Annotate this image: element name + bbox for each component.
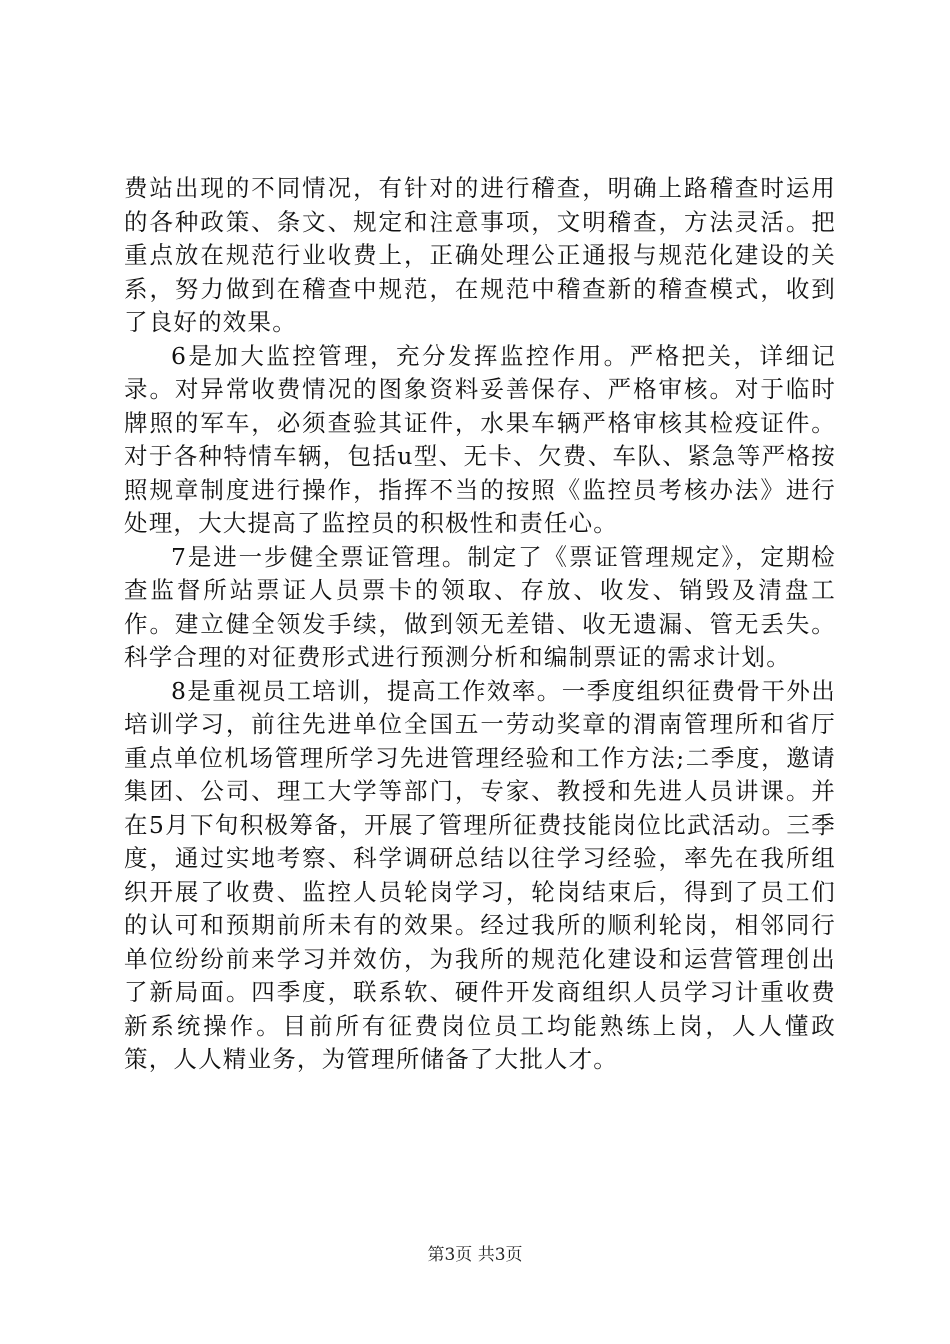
page-number-footer: 第3页 共3页 — [427, 1245, 523, 1265]
paragraph-staff-training: 8是重视员工培训，提高工作效率。一季度组织征费骨干外出培训学习，前往先进单位全国五一劳动奖章的渭南管理所和省厅重点单位机场管理所学习先进管理经验和工作方法;二季度，邀请集团、公司、理工大学等部门，专家、教授和先进人员讲课。并在5月下旬积极筹备，开展了管理所征费技能岗位比武活动。三季度，通过实地考察、科学调研总结以往学习经验，率先在我所组织开展了收费、监控人员轮岗学习，轮岗结束后，得到了员工们的认可和预期前所未有的效果。经过我所的顺利轮岗，相邻同行单位纷纷前来学习并效仿，为我所的规范化建设和运营管理创出了新局面。四季度，联系软、硬件开发商组织人员学习计重收费新系统操作。目前所有征费岗位员工均能熟练上岗，人人懂政策，人人精业务，为管理所储备了大批人才。 — [124, 676, 836, 1073]
document-body — [124, 172, 836, 1077]
paragraph-monitoring: 6是加大监控管理，充分发挥监控作用。严格把关，详细记录。对异常收费情况的图象资料妥善保存、严格审核。对于临时牌照的军车，必须查验其证件，水果车辆严格审核其检疫证件。对于各种特情车辆，包括u型、无卡、欠费、车队、紧急等严格按照规章制度进行操作，指挥不当的按照《监控员考核办法》进行处理，大大提高了监控员的积极性和责任心。 — [124, 341, 836, 537]
paragraph-continuation: 费站出现的不同情况，有针对的进行稽查，明确上路稽查时运用的各种政策、条文、规定和注意事项，文明稽查，方法灵活。把重点放在规范行业收费上，正确处理公正通报与规范化建设的关系，努力做到在稽查中规范，在规范中稽查新的稽查模式，收到了良好的效果。 — [124, 174, 836, 336]
paragraph-ticket-management: 7是进一步健全票证管理。制定了《票证管理规定》，定期检查监督所站票证人员票卡的领取、存放、收发、销毁及清盘工作。建立健全领发手续，做到领无差错、收无遗漏、管无丢失。科学合理的对征费形式进行预测分析和编制票证的需求计划。 — [124, 542, 836, 671]
